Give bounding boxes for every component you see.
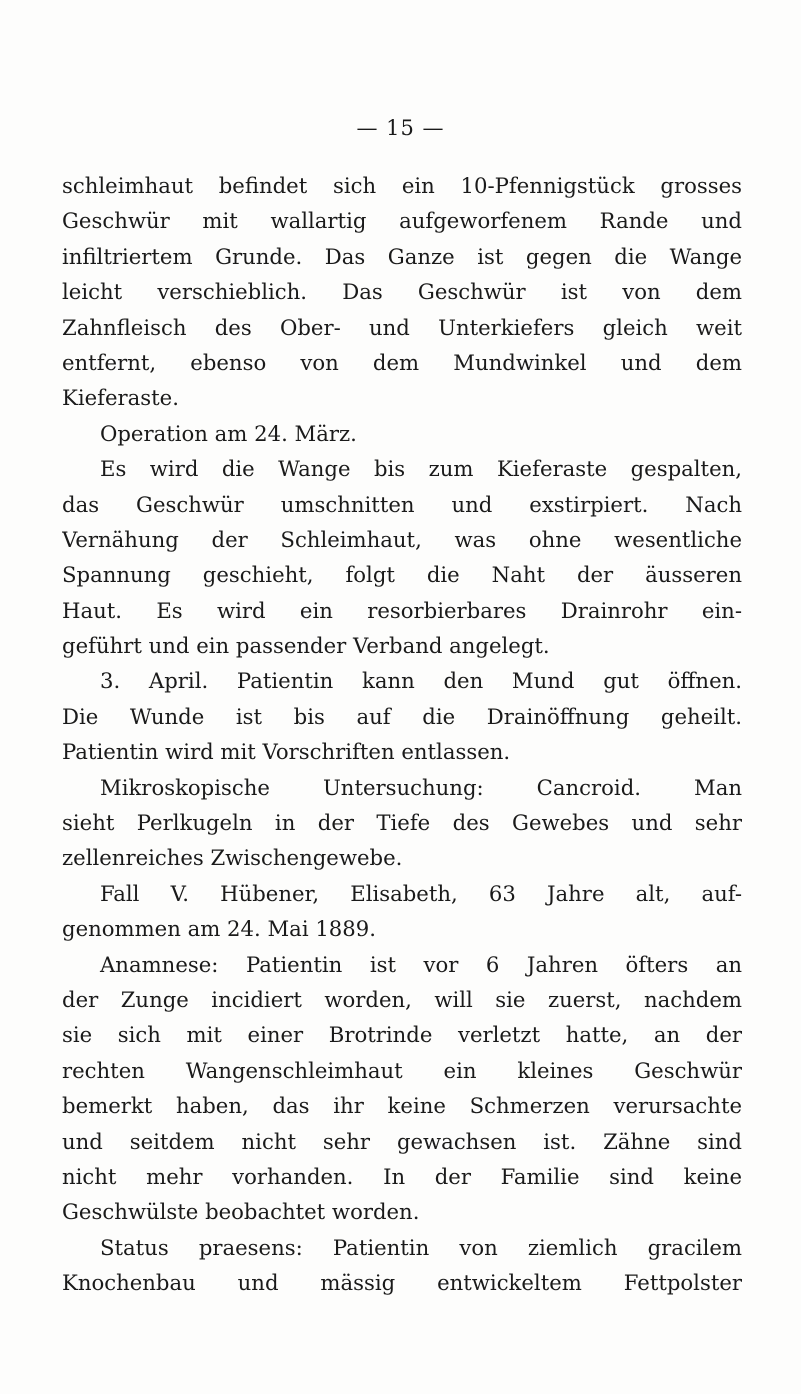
text-line: Knochenbau und mässig entwickeltem Fettpolster: [62, 1270, 742, 1296]
text-line: nicht mehr vorhanden. In der Familie sind keine: [62, 1163, 742, 1189]
text-line: sieht Perlkugeln in der Tiefe des Gewebes und sehr: [62, 810, 742, 836]
text-line: Kieferaste.: [62, 385, 179, 411]
text-line: sie sich mit einer Brotrinde verletzt hatte, an der: [62, 1022, 742, 1048]
text-line: Zahnfleisch des Ober- und Unterkiefers gleich weit: [62, 314, 742, 340]
text-line: Fall V. Hübener, Elisabeth, 63 Jahre alt, auf-: [100, 880, 742, 906]
text-line: zellenreiches Zwischengewebe.: [62, 845, 403, 871]
text-line: 3. April. Patientin kann den Mund gut öffnen.: [100, 668, 742, 694]
text-line: Geschwülste beobachtet worden.: [62, 1199, 420, 1225]
text-line: bemerkt haben, das ihr keine Schmerzen verursachte: [62, 1093, 742, 1119]
text-line: Es wird die Wange bis zum Kieferaste gespalten,: [100, 456, 742, 482]
text-line: der Zunge incidiert worden, will sie zuerst, nachdem: [62, 986, 742, 1012]
text-line: Mikroskopische Untersuchung: Cancroid. Man: [100, 774, 742, 800]
text-line: infiltriertem Grunde. Das Ganze ist gegen die Wange: [62, 243, 742, 269]
text-line: Die Wunde ist bis auf die Drainöffnung geheilt.: [62, 703, 742, 729]
text-line: Patientin wird mit Vorschriften entlassen.: [62, 739, 511, 765]
text-line: genommen am 24. Mai 1889.: [62, 916, 376, 942]
text-line: entfernt, ebenso von dem Mundwinkel und dem: [62, 349, 742, 375]
text-line: das Geschwür umschnitten und exstirpiert. Nach: [62, 491, 742, 517]
text-line: geführt und ein passender Verband angelegt.: [62, 633, 550, 659]
text-line: Geschwür mit wallartig aufgeworfenem Rande und: [62, 208, 742, 234]
text-line: Status praesens: Patientin von ziemlich gracilem: [100, 1234, 742, 1260]
text-line: Anamnese: Patientin ist vor 6 Jahren öfters an: [100, 951, 742, 977]
text-line: Operation am 24. März.: [100, 420, 357, 446]
page-number: — 15 —: [356, 116, 445, 140]
body-text: [62, 168, 742, 1301]
text-line: Vernähung der Schleimhaut, was ohne wesentliche: [62, 526, 742, 552]
text-line: und seitdem nicht sehr gewachsen ist. Zähne sind: [62, 1128, 742, 1154]
text-line: leicht verschieblich. Das Geschwür ist von dem: [62, 279, 742, 305]
text-line: rechten Wangenschleimhaut ein kleines Geschwür: [62, 1057, 742, 1083]
text-line: Spannung geschieht, folgt die Naht der äusseren: [62, 562, 742, 588]
text-line: schleimhaut befindet sich ein 10-Pfennigstück grosses: [62, 173, 742, 198]
text-line: Haut. Es wird ein resorbierbares Drainrohr ein-: [62, 597, 742, 623]
